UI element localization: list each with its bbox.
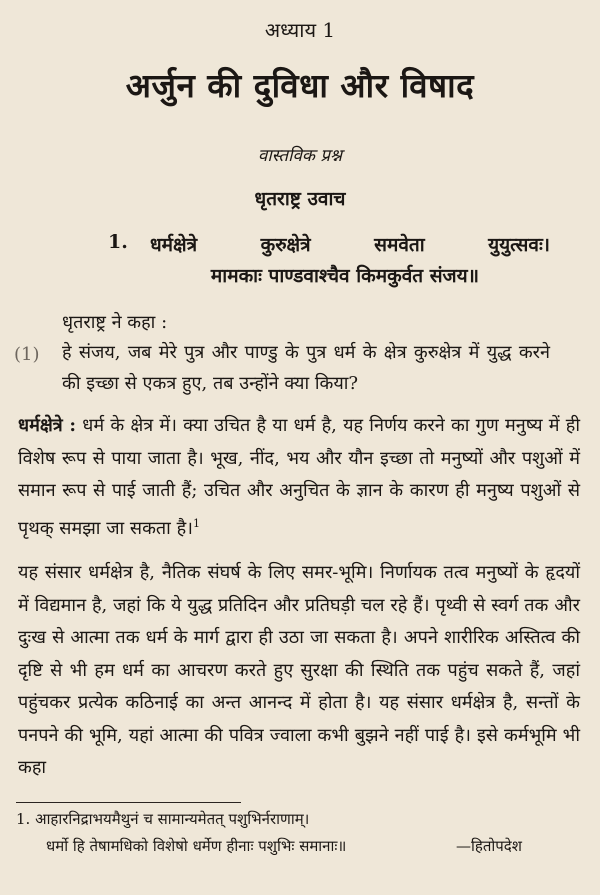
commentary-paragraph-2: यह संसार धर्मक्षेत्र है, नैतिक संघर्ष के लिए समर-भूमि। निर्णायक तत्व मनुष्यों के हृदयों में विद्यमान है, जहां कि ये युद्ध प्रतिदिन और प्रतिघड़ी चल रहे हैं। पृथ्वी से स्वर्ग तक और दुःख से आत्मा तक धर्म के मार्ग द्वारा ही उठा जा सकता है। अपने शारीरिक अस्तित्व की दृष्टि से भी हम धर्म का आचरण करते हुए सुरक्षा की स्थिति तक पहुंच सकते हैं, जहां पहुंचकर प्रत्येक कठिनाई का अन्त आनन्द में होता है। यह संसार धर्मक्षेत्र है, सन्तों के पनपने की भूमि, यहां आत्मा की पवित्र ज्वाला कभी बुझने नहीं पाई है। इसे कर्मभूमि भी कहा <box>18 562 580 778</box>
translation-marker: (1) <box>14 344 40 365</box>
section-title: वास्तविक प्रश्न <box>257 146 343 166</box>
chapter-label: अध्याय 1 <box>264 18 336 42</box>
verse-speaker: धृतराष्ट्र उवाच <box>254 188 346 210</box>
footnote-line-2: धर्मो हि तेषामधिको विशेषो धर्मेण हीनाः पशुभिः समानाः॥ <box>46 837 347 855</box>
footnote-line-1: 1. आहारनिद्राभयमैथुनं च सामान्यमेतत् पशुभिर्नराणाम्। <box>16 810 310 828</box>
chapter-title: अर्जुन की दुविधा और विषाद <box>125 66 475 105</box>
verse-line-1: धर्मक्षेत्रे कुरुक्षेत्रे समवेता युयुत्सवः। <box>150 234 550 256</box>
commentary-paragraph-1 <box>18 410 580 545</box>
footnote-source: —हितोपदेश <box>456 837 522 855</box>
translation-text: हे संजय, जब मेरे पुत्र और पाण्डु के पुत्र धर्म के क्षेत्र कुरुक्षेत्र में युद्ध करने की इच्छा से एकत्र हुए, तब उन्होंने क्या किया? <box>62 342 550 394</box>
footnote-reference: 1 <box>192 516 200 530</box>
commentary-term: धर्मक्षेत्रे : <box>18 415 77 436</box>
footnote-divider <box>16 802 241 803</box>
verse-line-2: मामकाः पाण्डवाश्चैव किमकुर्वत संजय॥ <box>210 265 480 287</box>
verse-number: 1. <box>108 231 128 253</box>
commentary-text-1: धर्म के क्षेत्र में। क्या उचित है या धर्म है, यह निर्णय करने का गुण मनुष्य में ही विशेष रूप से पाया जाता है। भूख, नींद, भय और यौन इच्छा तो मनुष्यों और पशुओं में समान रूप से पाई जाती हैं; उचित और अनुचित के ज्ञान के कारण ही मनुष्य पशुओं से पृथक् समझा जा सकता है। <box>18 415 580 539</box>
translation-intro: धृतराष्ट्र ने कहा : <box>62 312 168 333</box>
